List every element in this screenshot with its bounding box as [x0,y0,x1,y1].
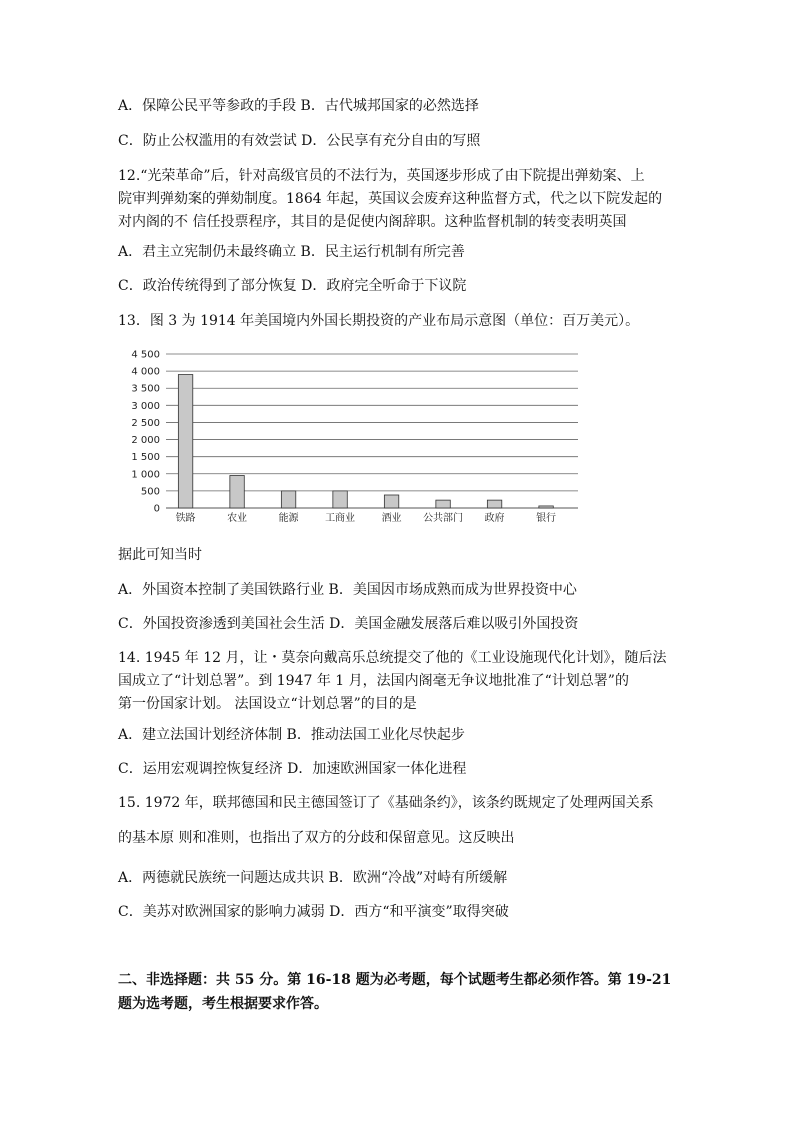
chart-x-tick-label: 政府 [484,513,505,524]
q13-after-chart: 据此可知当时 [118,547,202,563]
q11-option-cd: C．防止公权滥用的有效尝试 D．公民享有充分自由的写照 [118,133,481,149]
chart-bar [230,475,244,508]
chart-bar [333,491,347,508]
chart-x-tick-label: 能源 [278,513,299,524]
chart-x-tick-label: 银行 [536,513,557,524]
q13-stem: 13．图 3 为 1914 年美国境内外国长期投资的产业布局示意图（单位：百万美元）。 [118,313,640,329]
chart-bar [487,500,501,508]
q13-option-ab: A．外国资本控制了美国铁路行业 B．美国因市场成熟而成为世界投资中心 [118,582,577,598]
q14-option-ab: A．建立法国计划经济体制 B．推动法国工业化尽快起步 [118,727,465,743]
q14-option-cd: C．运用宏观调控恢复经济 D．加速欧洲国家一体化进程 [118,761,467,777]
chart-bar [436,500,450,508]
chart-y-tick-label: 4 500 [131,349,160,361]
chart-y-tick-label: 2 000 [131,435,160,447]
chart-x-tick-label: 酒业 [381,513,402,524]
chart-y-tick-label: 3 000 [131,400,160,412]
section-2-heading-line-1: 二、非选择题：共 55 分。第 16-18 题为必考题，每个试题考生都必须作答。第 19-21 [118,972,672,988]
q14-stem-line-3: 第一份国家计划。 法国设立“计划总署”的目的是 [118,696,417,712]
q15-option-cd: C．美苏对欧洲国家的影响力减弱 D．西方“和平演变”取得突破 [118,904,509,920]
chart-y-tick-label: 0 [153,503,160,515]
chart-bar [178,375,192,508]
chart-x-tick-label: 铁路 [175,513,196,524]
chart-x-tick-label: 工商业 [325,513,356,524]
chart-y-tick-label: 4 000 [131,366,160,378]
chart-y-tick-label: 1 000 [131,469,160,481]
q11-option-ab: A．保障公民平等参政的手段 B．古代城邦国家的必然选择 [118,98,479,114]
q12-option-cd: C．政治传统得到了部分恢复 D．政府完全听命于下议院 [118,278,467,294]
chart-y-tick-label: 500 [140,486,160,498]
q15-stem-line-1: 15. 1972 年，联邦德国和民主德国签订了《基础条约》，该条约既规定了处理两国关系 [118,795,654,811]
chart-x-tick-label: 农业 [227,513,248,524]
chart-y-tick-label: 3 500 [131,383,160,395]
q13-option-cd: C．外国投资渗透到美国社会生活 D．美国金融发展落后难以吸引外国投资 [118,616,579,632]
q12-option-ab: A．君主立宪制仍未最终确立 B．民主运行机制有所完善 [118,244,465,260]
q12-stem-line-2: 院审判弹劾案的弹劾制度。1864 年起，英国议会废弃这种监督方式，代之以下院发起的 [118,191,663,207]
q15-stem-line-2: 的基本原 则和准则，也指出了双方的分歧和保留意见。这反映出 [118,830,515,846]
chart-bar [539,506,553,508]
chart-bar [384,495,398,508]
q12-stem-line-1: 12.“光荣革命”后，针对高级官员的不法行为，英国逐步形成了由下院提出弹劾案、上 [118,168,645,184]
q14-stem-line-2: 国成立了“计划总署”。到 1947 年 1 月，法国内阁毫无争议地批准了“计划总署”的 [118,673,629,689]
q15-option-ab: A．两德就民族统一问题达成共识 B．欧洲“冷战”对峙有所缓解 [118,870,508,886]
chart-y-tick-label: 2 500 [131,417,160,429]
chart-bar [281,491,295,508]
investment-bar-chart [118,342,588,528]
q12-stem-line-3: 对内阁的不 信任投票程序，其目的是促使内阁辞职。这种监督机制的转变表明英国 [118,214,627,230]
q14-stem-line-1: 14. 1945 年 12 月，让・莫奈向戴高乐总统提交了他的《工业设施现代化计划》，随后法 [118,650,667,666]
section-2-heading-line-2: 题为选考题，考生根据要求作答。 [118,996,328,1012]
chart-y-tick-label: 1 500 [131,452,160,464]
chart-x-tick-label: 公共部门 [423,513,464,524]
